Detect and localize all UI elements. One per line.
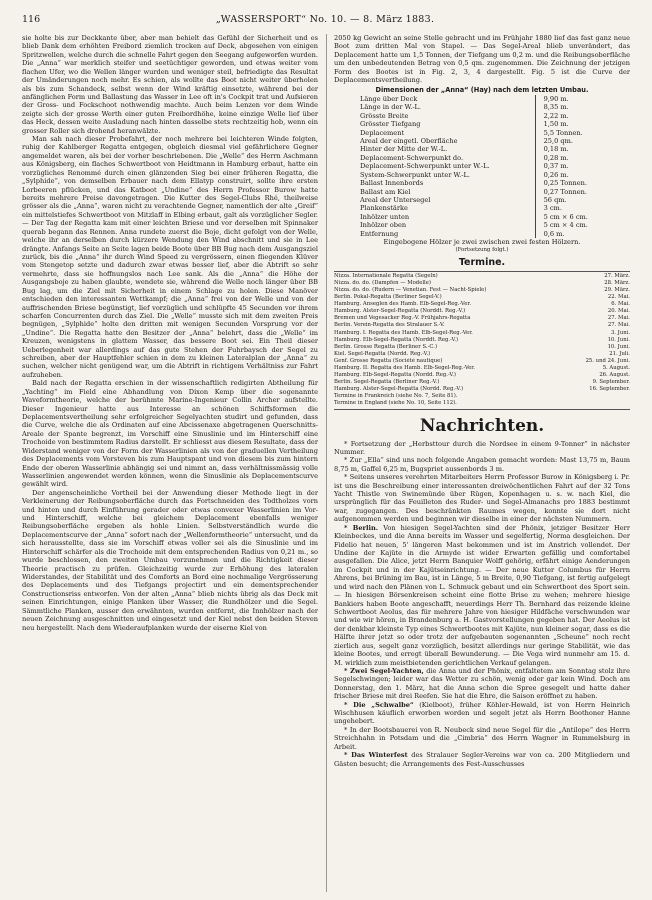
dimension-row: [360, 162, 604, 170]
dimension-value: 25,0 qm.: [543, 137, 573, 146]
termine-date: 6. Mai.: [611, 301, 630, 308]
termine-event: Hamburg. Alster-Segel-Regatta (Nordd. Reg.-V.): [334, 386, 464, 393]
termine-event: Termine in England (siehe No. 10, Seite 112).: [334, 400, 457, 407]
dimension-value: 0,27 Tonnen.: [543, 187, 587, 196]
dimension-row: [360, 171, 604, 179]
dimension-row: [360, 221, 604, 229]
dimension-label: Deplacement: [360, 129, 535, 137]
termine-row: [334, 280, 630, 287]
termine-event: Bremen und Vegesacker Reg.-V. Frühjahrs-Regatta: [334, 315, 471, 322]
termine-row: [334, 294, 630, 301]
termine-event: Genf. Grosse Regatta (Société nautique): [334, 357, 443, 364]
termine-row: [334, 372, 630, 379]
termine-date: 20. Mai.: [607, 308, 630, 315]
dimensions-footer: Eingebogene Hölzer je zwei zwischen zwei festen Hölzern.: [383, 238, 581, 247]
news-item: [334, 440, 630, 457]
termine-date: 5. August.: [602, 364, 630, 371]
termine-date: 10. Juni.: [607, 336, 630, 343]
dimension-value: 56 qm.: [543, 196, 567, 205]
news-item: [334, 667, 630, 701]
page-number: 116: [22, 13, 41, 25]
termine-event: Hamburg. I. Regatta des Hamb. Elb-Segel-Reg.-Ver.: [334, 329, 473, 336]
termine-event: Nizza. do. do. (Dampfen — Modelle): [334, 279, 431, 286]
news-text: des Stralauer Segler-Vereins war von ca. 200 Mitgliedern und Gästen besucht; die Arrangements des Fest-Ausschusses: [334, 751, 630, 768]
dimension-label: Ballast Innenbords: [360, 179, 535, 187]
dimension-label: Grösste Breite: [360, 112, 535, 120]
termine-row: [334, 400, 630, 407]
dimension-label: Entfernung: [360, 230, 535, 238]
termine-row: [334, 344, 630, 351]
dimension-label: Deplacement-Schwerpunkt unter W.-L.: [360, 162, 535, 170]
termine-event: Hamburg. Anseglen des Hamb. Elb-Segel-Reg.-Ver.: [334, 301, 472, 308]
termine-event: Berlin. Verein-Regatta des Stralauer S.-V.: [334, 322, 445, 329]
dimension-row: [360, 137, 604, 145]
column-divider: [326, 34, 327, 892]
dimension-row: [360, 213, 604, 221]
termine-event: Hamburg. Elb-Segel-Regatta (Norddt. Reg.-V.): [334, 336, 459, 343]
dimension-value: 8,35 m.: [543, 103, 569, 112]
termine-date: 25. und 24. Juni.: [585, 357, 630, 364]
dimension-label: System-Schwerpunkt unter W.-L.: [360, 171, 535, 179]
termine-event: Nizza. Internationale Regatta (Segeln): [334, 272, 438, 279]
dimension-label: Länge in der W.-L.: [360, 103, 535, 111]
dimension-row: [360, 230, 604, 238]
termine-row: [334, 273, 630, 280]
dimension-label: Deplacement-Schwerpunkt do.: [360, 154, 535, 162]
termine-event: Berlin. Segel-Regatta (Berliner Reg.-V.): [334, 379, 440, 386]
termine-row: [334, 315, 630, 322]
termine-event: Kiel. Segel-Regatta (Nordd. Reg.-V.): [334, 350, 431, 357]
dimension-value: 5 cm × 6 cm.: [543, 212, 588, 221]
dimension-row: [360, 179, 604, 187]
news-text: * Seitens unseres verehrten Mitarbeiters Herrn Professor Burow in Königsberg i. Pr. ist uns die Beschreibung einer interessanten dreiwöchentlichen Fahrt auf der 32 Tons Yacht Thistle von Swinemünde über Rügen, Kopenhagen u. s. w. nach Kiel, die ursprünglich für das Feuilleton des Ruder- und Segel-Almanachs pro 1883 bestimmt war, zugegangen. Des beschränkten Raumes wegen, konnte sie dort nicht aufgenommen werden und beginnen wir dieselbe in einer der nächsten Nummern.: [334, 473, 630, 524]
continuation-note: (Fortsetzung folgt.): [455, 246, 509, 253]
dimension-label: Plankenstärke: [360, 204, 535, 212]
right-column: [334, 34, 630, 768]
termine-date: 27. Mai.: [607, 315, 630, 322]
news-item: [334, 726, 630, 751]
dimension-value: 0,28 m.: [543, 153, 569, 162]
termine-event: Hamburg. Alster-Segel-Regatta (Norddt. Reg.-V.): [334, 308, 466, 315]
termine-date: 3. Juni.: [610, 329, 630, 336]
dimension-row: [360, 154, 604, 162]
termine-row: [334, 393, 630, 400]
termine-date: 28. März.: [604, 279, 630, 286]
termine-date: 22. Mai.: [607, 294, 630, 301]
termine-event: Berlin. Pokal-Regatta (Berliner Segel-V.): [334, 294, 442, 301]
dimension-value: 3 cm.: [543, 204, 562, 213]
termine-row: [334, 358, 630, 365]
dimension-row: [360, 145, 604, 153]
termine-date: 27. Mai.: [607, 322, 630, 329]
nachrichten-list: [334, 440, 630, 768]
dimension-value: 5 cm × 4 cm.: [543, 221, 588, 230]
divider: [334, 271, 630, 272]
dimension-row: [360, 204, 604, 212]
dimension-value: 9,90 m.: [543, 94, 569, 103]
dimension-value: 0,26 m.: [543, 170, 569, 179]
termine-date: 21. Juli.: [609, 350, 630, 357]
dimension-value: 0,25 Tonnen.: [543, 179, 587, 188]
termine-row: [334, 308, 630, 315]
dimension-label: Hinter der Mitte der W.-L.: [360, 145, 535, 153]
dimension-label: Grösster Tiefgang: [360, 120, 535, 128]
termine-event: Berlin. Grosse Regatta (Berliner S.-C.): [334, 343, 438, 350]
news-item: [334, 456, 630, 473]
news-text: * Fortsetzung der „Herbsttour durch die Nordsee in einem 9-Tonner“ in nächster Nummer.: [334, 439, 630, 456]
dimension-value: 0,18 m.: [543, 145, 569, 154]
dimension-row: [360, 120, 604, 128]
dimensions-title: Dimensionen der „Anna“ (Hay) nach dem letzten Umbau.: [375, 85, 589, 94]
dimension-label: Inhölzer unten: [360, 213, 535, 221]
termine-event: Termine in Frankreich (siehe No. 7, Seite 81).: [334, 393, 458, 400]
termine-event: Nizza. do. do. (Rudern — Venetian. Fest — Nacht-Spiele): [334, 286, 487, 293]
paragraph: Der angenscheinliche Vortheil bei der Anwendung dieser Methode liegt in der Verkleinerung der Reibungsoberfläche durch das Fortschneiden des Todtholzes vorn und hinten und durch Einführung gerader oder etwas convexer Wasserlinien im Vor- und Hinterschiff, welche bei gleichem Deplacement ebenfalls weniger Reibungsoberfläche ergeben als hohle Linien. Selbstverständlich wurde die Deplacementscurve der „Anna“ sofort nach der „Wellenformtheorie“ untersucht, und da sich herausstellte, dass sie im Vorschiff etwas voller sei als die Sinuslinie und im Hinterschiff schärfer als die Trochoide mit dem entsprechenden Radius von 0,21 m., so wurde beschlossen, den zweiten Umbau vorzunehmen und die Richtigkeit dieser Theorie practisch zu prüfen. Gleichzeitig wurde zur Erhöhung des lateralen Widerstandes, der Stabilität und des Comforts an Bord eine nochmalige Vergrösserung des Deplacements und des Tiefgangs projectirt und ein dementsprechender Constructionsriss entworfen. Von der alten „Anna“ blieb nichts übrig als das Deck mit seinen Einrichtungen, einige Planken über Wasser, die Rundhölzer und die Segel. Sämmtliche Planken, ausser den erwähnten, wurden entfernt, die Innhölzer nach der neuen Zeichnung ausgeschnitten und eingesetzt und der Kiel nebst den beiden Steven neu hergestellt. Nach dem Wiederaufplanken wurde der eiserne Kiel von: [22, 488, 318, 632]
page-header: [22, 12, 630, 26]
news-item: [334, 701, 630, 726]
termine-row: [334, 330, 630, 337]
dimension-value: 0,6 m.: [543, 229, 565, 238]
termine-date: 26. August.: [599, 372, 630, 379]
dimension-value: 1,50 m.: [543, 120, 569, 129]
termine-date: 27. März.: [604, 272, 630, 279]
termine-row: [334, 322, 630, 329]
news-lead: * Die „Schwalbe“: [344, 700, 414, 709]
news-text: Von hiesigen Segel-Yachten sind der Phönix, jetziger Besitzer Herr Kleinbeckes, und die Anna bereits im Wasser und segelfertig, Norma desgleichen. Der Fidelio hat neuen, 5' längeren Mast bekommen und ist im Anstrich vollendet. Der Undine der Kajüte in die Armyde ist wider Erwarten gefällig und comfortabel ausgefallen. Die Alice, jetzt Herrn Banquier Wolff gehörig, erfährt einige Aenderungen im Cockpit und in der Kajütseinrichtung. — Der neue Kutter Columbus für Herrn Ahrens, bei Brüning im Bau, ist in Länge, 5 m Breite, 0,90 Tiefgang, ist fertig aufgelegt und wird nach den Plänen von L. Schmuck gebaut und ein Schwertboot des Sport sein. — In hiesigen Börsenkreisen scheint eine flotte Brise zu wehen; mehrere hiesige Bankiers haben Boote angeschafft, neuerdings Herr Th. Bernhard das reizende kleine Schwertboot Aeolus, das für mehrere Jahre von hiesiger Hildfäche verschwunden war und wie wir hören, in Brandenburg a. H. Gastvorstellungen gegeben hat. Der Aeolus ist der denkbar kleinste Typ eines Schwertbootes mit Kajüte, nun kleiner sogar, dass es die Hälfte ihrer jetzt so oder trotz der aufgebauten sogenannten „Scheune“ noch recht zierlich aus, segelt ganz vorzüglich, besitzt allerdings nur geringe Stabilität, wie das kleine Bootes, und erregt überall Bewunderung. — Die Vega wird nunmehr am 15. d. M. wirklich zum meistbietenden gerichtlichen Verkauf gelangen.: [334, 523, 630, 667]
dimension-label: Ballast am Kiel: [360, 188, 535, 196]
news-text: (Kielboot), früher Köhler-Hewald, ist von Herrn Heinrich Wischhusen käuflich erworben worden und segelt jetzt als Herrn Boothoner Hanne ungehebert.: [334, 700, 630, 726]
news-lead: * Das Winterfest: [344, 751, 408, 760]
dimension-row: [360, 196, 604, 204]
dimension-label: Areal der Untersegel: [360, 196, 535, 204]
termine-date: 10. Juni.: [607, 343, 630, 350]
termine-event: Hamburg. Elb-Segel-Regatta (Nordd. Reg.-V.): [334, 372, 456, 379]
nachrichten-heading: Nachrichten.: [419, 415, 545, 436]
divider: [334, 409, 630, 410]
news-item: [334, 473, 630, 524]
dimension-value: 2,22 m.: [543, 111, 569, 120]
dimension-label: Areal der eingetl. Oberfläche: [360, 137, 535, 145]
termine-event: Hamburg. II. Regatta des Hamb. Elb-Segel-Reg.-Ver.: [334, 364, 475, 371]
termine-row: [334, 301, 630, 308]
termine-date: 9. September.: [592, 379, 630, 386]
dimension-row: [360, 129, 604, 137]
termine-row: [334, 337, 630, 344]
dimension-row: [360, 103, 604, 111]
termine-date: [576, 393, 630, 400]
news-text: die Anna und der Phönix, entfaltetem am Sonntag stolz ihre Segelschwingen; leider war das Wetter zu schön, wenig oder gar kein Wind. Doch am Donnerstag, den 1. März, hat die Anna schon die Spree gesegelt und hatte daher frischer Briese mit drei Reefen. Sie hat die Ehre, die Saison eröffnet zu haben.: [334, 666, 630, 701]
termine-date: [576, 400, 630, 407]
dimension-row: [360, 188, 604, 196]
dimension-value: 5,5 Tonnen.: [543, 128, 583, 137]
termine-heading: Termine.: [458, 256, 506, 268]
news-text: * Zur „Ella“ sind uns noch folgende Angaben gemacht worden: Mast 13,75 m, Baum 8,75 m, Gaffel 6,25 m, Bugspriet aussenbords 3 m.: [334, 456, 630, 473]
termine-list: [334, 273, 630, 408]
termine-row: [334, 287, 630, 294]
dimension-label: Länge über Deck: [360, 95, 535, 103]
dimensions-table: [360, 95, 604, 238]
termine-row: [334, 379, 630, 386]
termine-date: 16. September.: [589, 386, 630, 393]
dimension-row: [360, 95, 604, 103]
news-item: [334, 524, 630, 667]
dimension-label: Inhölzer oben: [360, 221, 535, 229]
paragraph: Man sah nach dieser Probefahrt, der noch mehrere bei leichteren Winde folgten, ruhig der Kahlberger Regatta entgegen, obgleich diesmal viel gefährlichere Gegner angemeldet waren, als bei der vorher beschriebenen. Die „Welle“ des Herrn Aschmann aus Königsberg, ein flaches Schwertboot von Heidtmann in Hamburg erbaut, hatte ein vorzügliches Renommé durch einen glänzenden Sieg bei einer früheren Regatta, die „Sylphide“, von demselben Erbauer nach dem Ellatyp construirt, sollte ihre ersten Lorbeeren pflücken, und das Katboot „Undine“ des Herrn Professor Burow hatte bereits mehrere Preise davongetragen. Die Kutter des Segel-Clubs Rhé, theilweise grösser als die „Anna“, waren nicht zu verachtende Gegner, namentlich der alte „Greif“ ein mittelstiefes Schwertboot von Mitzlaff in Elbing erbaut, galt als vorzüglicher Segler. — Der Tag der Regatta kam mit einer leichten Briese und vor derselben mit Spinnaker querab begann das Rennen. Anna rundete zuerst die Boje, dicht gefolgt von der Welle, welche ihr an derselben durch kürzere Wendung den Wind abschnitt und sie in Lee drängte. Anfangs Seite an Seite lagen beide Boote über BB Bug nach dem Ausgangsziel zurück, bis die „Anna“ ihr durch Wind Speed zu vergrössern, einen fliegenden Klüver vom Stengetop setzte und dadurch zwar etwas besser lief, aber die Abtrift so sehr vermehrte, dass sie hoffnungslos nach Lee sank. Als die „Anna“ die Höhe der Ausgangsboje zu haben glaubte, wendete sie, während die Welle noch länger über BB Bug lag, um die Ziel mit Sicherheit in einem Schlage zu holen. Diese Manöver entschieden den interessanten Wettkampf; die „Anna“ frei von der Welle und von der auffrischenden Briese begünstigt, lief vorzüglich und schlüpfte 45 Secunden vor ihrem scharfen Concurrenten durch das Ziel. Die „Welle“ musste sich mit dem zweiten Preis begnügen, „Sylphide“ holte den dritten mit wenigen Secunden Vorsprung vor der „Undine“. Die Regatta hatte den Besitzer der „Anna“ belehrt, dass die „Welle“ im Kreuzen, wenigstens in glattem Wasser, das bessere Boot sei. Ein Theil dieser Ueberlegenheit war allerdings auf das gute Stehen der Fuhrbaysch der Segel zu schreiben, aber der Hauptfehler schien in dem zu kleinen Lateralplan der „Anna“ zu suchen, welcher nicht genügend war, um die Abtrift in richtigem Verhältniss zur Fahrt aufzuheben.: [22, 135, 318, 379]
news-lead: * Zwei Segel-Yachten,: [344, 666, 424, 675]
dimension-value: 0,37 m.: [543, 162, 569, 171]
news-item: [334, 751, 630, 768]
left-column: [22, 34, 318, 632]
termine-row: [334, 365, 630, 372]
paragraph: Bald nach der Regatta erschien in der wissenschaftlich redigirten Abtheilung für „Yachting“ im Field eine Abhandlung von Dixon Kemp über die sogenannte Waveformtheorie, welche der berühmte Marine-Ingenieur Collin Archer aufstellte. Dieser Ingenieur hatte aus Interesse an schönen Schiffsformen die Deplacementsvertheilung sehr erfolgreicher Segelyachten studirt und gefunden, dass die Curve, welche die als Ordinaten auf eine Abcissenaxe abgetragenen Querschnitts-Areale der Spante begrenzt, im Vorschiff eine Sinuslinie und im Hinterschiff eine Trochoide von bestimmtem Radius darstellt. Er schliesst aus diesem Resultate, dass der Widerstand weniger von der Form der Wasserlinien als von der graduellen Vertheilung des Deplacements vom Vorsteven bis zum Hauptspant und von diesem bis zum hintern Ende der oberen Wasserlinie abhängig sei und nimmt an, dass verhältnissmässig volle Wasserlinien angewendet werden können, wenn die Sinuslinie als Deplacementscurve gewählt wird.: [22, 379, 318, 489]
news-text: * In der Bootsbauerei von R. Neubeck sind neue Segel für die „Antilope“ des Herrn Streichhahn in Potsdam und die „Cimbria“ des Herrn Wagner in Rummelsburg in Arbeit.: [334, 725, 630, 751]
periodical-title: „WASSERSPORT“ No. 10. — 8. März 1883.: [215, 13, 435, 25]
news-lead: * Berlin.: [344, 523, 379, 532]
paragraph: 2050 kg Gewicht an seine Stelle gebracht und im Frühjahr 1880 lief das fast ganz neue Boot zum dritten Mal von Stapel. — Das Segel-Areal blieb unverändert, das Deplacement hatte um 1,5 Tonnen, der Tiefgang um 0,2 m. und die Reibungsoberfläche um den unbedeutenden Betrag von 0,5 qm. zugenommen. Die Zeichnung der jetzigen Form des Bootes ist in Fig. 2, 3, 4 dargestellt. Fig. 5 ist die Curve der Deplacementsvertheilung.: [334, 34, 630, 85]
termine-date: 29. März.: [604, 286, 630, 293]
termine-row: [334, 351, 630, 358]
dimension-row: [360, 112, 604, 120]
paragraph: sie holte bis zur Deckkante über, aber man behielt das Gefühl der Sicherheit und es blieb Dank dem erhöhten Freibord ziemlich trocken auf Deck, abgesehen von einigen Spritzwellen, welche durch die schnelle Fahrt gegen den Seegang aufgeworfen wurden. Die „Anna“ war merklich steifer und seetüchtiger geworden, und etwas weiter vom flachen Ufer, wo die Wellen länger wurden und weniger steil, befriedigte das Resultat der Umänderungen noch mehr. Es schien, als wollte das Boot nicht weiter überholen als bis zum Schandeck, selbst wenn der Wind kräftig einsetzte, während bei der anfänglichen Form und Ballastung das Wasser in Lee oft in's Cockpit trat und Aufsieren der Gross- und Fockschoot nothwendig machte. Auch beim Lenzen vor dem Winde zeigte sich der grosse Werth einer guten Freibordhöhe, keine einzige Welle lief über das Heck, dessen weite Ausladung nach hinten dasselbe stets rechtzeitig hob, wenn ein grosser Roller sich drohend heranwälzte.: [22, 34, 318, 135]
termine-row: [334, 386, 630, 393]
